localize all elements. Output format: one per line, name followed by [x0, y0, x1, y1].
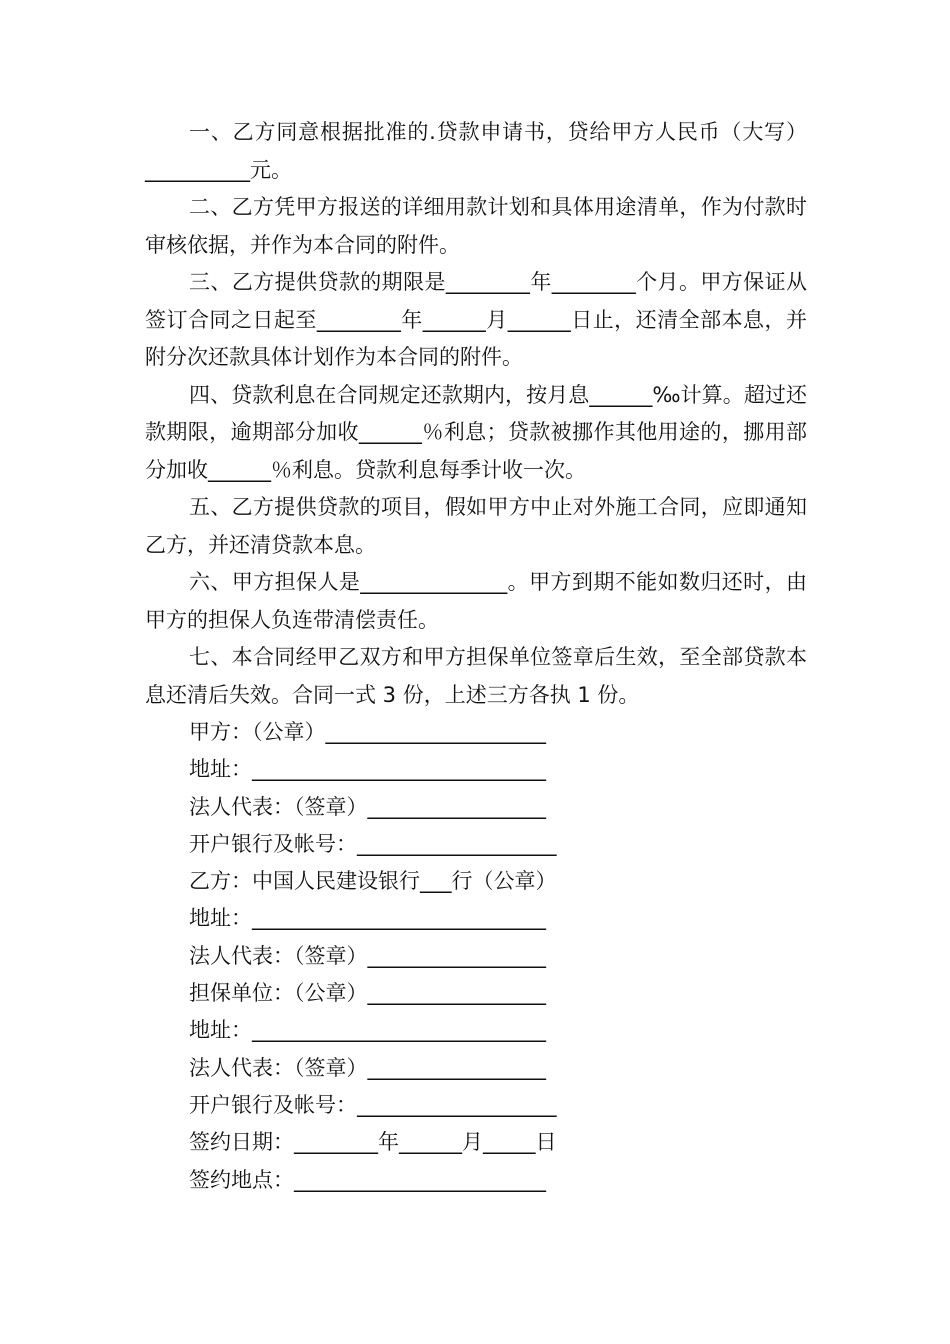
clause-6: 六、甲方担保人是______________。甲方到期不能如数归还时，由甲方的担保人负连带清偿责任。 [145, 570, 807, 632]
clause-5: 五、乙方提供贷款的项目，假如甲方中止对外施工合同，应即通知乙方，并还清贷款本息。 [145, 495, 807, 557]
party-a-address-line: 地址：____________________________ [189, 757, 546, 782]
contract-document [145, 114, 807, 1199]
guarantor-legal-rep-line: 法人代表：（签章）_________________ [189, 1055, 546, 1080]
signing-date-line: 签约日期：________年______月_____日 [189, 1130, 557, 1155]
guarantor-address-line: 地址：____________________________ [189, 1018, 546, 1043]
party-a-seal-line: 甲方：（公章）_____________________ [189, 720, 546, 744]
party-b-address-line: 地址：____________________________ [189, 906, 546, 931]
guarantor-bank-account-line: 开户银行及帐号：___________________ [189, 1092, 557, 1117]
clause-3: 三、乙方提供贷款的期限是________年________个月。甲方保证从签订合同之日起至________年______月______日止，还清全部本息，并附分次还款具体计划作为本合同的附件。 [145, 270, 807, 369]
clause-4: 四、贷款利息在合同规定还款期内，按月息______‰计算。超过还款期限，逾期部分加收______％利息；贷款被挪作其他用途的，挪用部分加收______％利息。贷款利息每季计收一次。 [145, 382, 807, 482]
party-b-legal-rep-line: 法人代表：（签章）_________________ [189, 943, 546, 968]
clause-7: 七、本合同经甲乙双方和甲方担保单位签章后生效，至全部贷款本息还清后失效。合同一式 3 份，上述三方各执 1 份。 [145, 645, 807, 707]
party-a-legal-rep-line: 法人代表：（签章）_________________ [189, 794, 546, 819]
party-a-bank-account-line: 开户银行及帐号：___________________ [189, 831, 557, 856]
clause-1: 一、乙方同意根据批准的.贷款申请书，贷给甲方人民币（大写）__________元。 [145, 120, 807, 182]
clause-2: 二、乙方凭甲方报送的详细用款计划和具体用途清单，作为付款时审核依据，并作为本合同的附件。 [145, 195, 807, 257]
guarantor-seal-line: 担保单位：（公章）_________________ [189, 981, 546, 1006]
party-b-seal-line: 乙方：中国人民建设银行___行（公章） [189, 869, 557, 894]
signature-block [145, 714, 807, 1199]
signing-place-line: 签约地点：________________________ [189, 1167, 546, 1192]
